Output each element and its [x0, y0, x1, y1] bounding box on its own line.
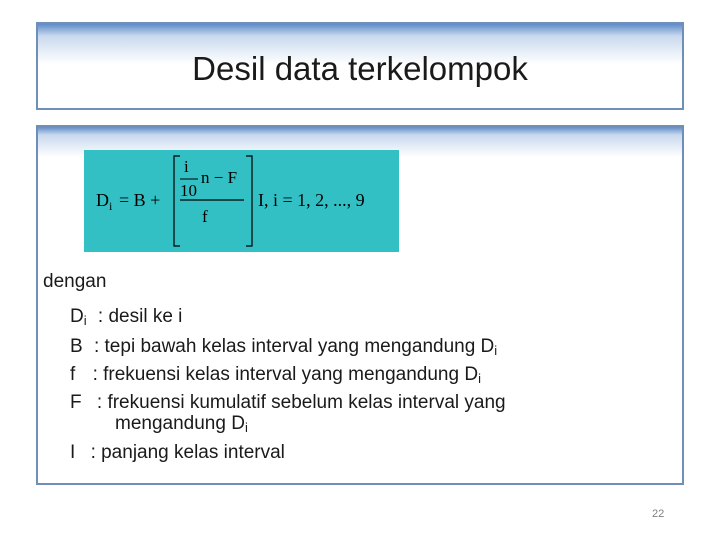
formula-graphic	[84, 150, 399, 252]
formula-num-i: i	[184, 157, 189, 176]
definition-f: f : frekuensi kelas interval yang mengandung $D_i$	[70, 364, 481, 386]
formula-denominator: f	[202, 207, 208, 226]
formula-lhs: $D_i$	[96, 190, 113, 213]
definition-b: B : tepi bawah kelas interval yang mengandung $D_i$	[70, 336, 498, 358]
right-bracket	[246, 156, 252, 246]
formula-tail: I, i = 1, 2, ..., 9	[258, 190, 365, 210]
slide-title: Desil data terkelompok	[192, 50, 528, 87]
formula-n-minus-f: n − F	[201, 168, 238, 187]
page-number: 22	[652, 508, 665, 520]
title-frame	[36, 22, 684, 110]
definition-di: $D_i$ : desil ke i	[70, 306, 183, 328]
formula-panel	[84, 150, 399, 252]
formula-equals-b-plus: = B +	[119, 190, 161, 210]
definition-cf-continued: mengandung $D_i$	[115, 413, 248, 435]
definition-cf: F : frekuensi kumulatif sebelum kelas interval yang	[70, 392, 506, 413]
formula-num-10: 10	[180, 181, 197, 200]
dengan-label: dengan	[43, 271, 107, 292]
definition-i: I : panjang kelas interval	[70, 442, 285, 463]
left-bracket	[174, 156, 180, 246]
